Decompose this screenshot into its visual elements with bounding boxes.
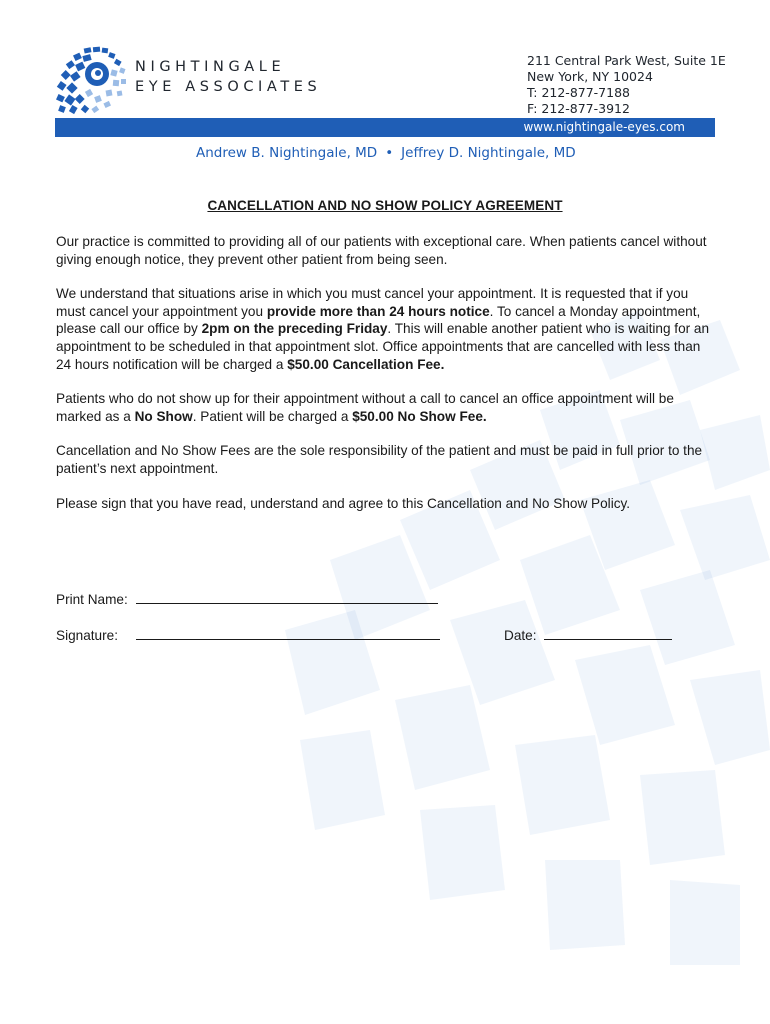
practice-address — [527, 53, 726, 117]
document-title: CANCELLATION AND NO SHOW POLICY AGREEMENT — [207, 198, 563, 213]
signature-label: Signature: — [56, 628, 118, 643]
doctor-2: Jeffrey D. Nightingale, MD — [401, 145, 576, 161]
doctor-names — [196, 145, 576, 161]
brand-line2: EYE ASSOCIATES — [135, 79, 322, 95]
paragraph-notice: We understand that situations arise in which you must cancel your appointment. It is requested that if you must cancel your appointment you provide more than 24 hours notice. To cancel a Monday appointment, please call our office by 2pm on the preceding Friday. This will enable another patient who is waiting for an appointment to be scheduled in that appointment slot. Office appointments that are cancelled with less than 24 hours notification will be charged a $50.00 Cancellation Fee. — [56, 286, 710, 372]
website-link[interactable]: www.nightingale-eyes.com — [523, 120, 685, 134]
date-label: Date: — [504, 628, 537, 643]
nightingale-logo-icon — [54, 44, 130, 116]
date-field[interactable] — [544, 626, 672, 640]
print-name-field[interactable] — [136, 590, 438, 604]
monday-deadline: 2pm on the preceding Friday — [201, 321, 388, 337]
notice-requirement: provide more than 24 hours notice — [266, 303, 490, 319]
policy-body — [56, 233, 716, 529]
fax-number: F: 212-877-3912 — [527, 101, 630, 116]
phone-number: T: 212-877-7188 — [527, 85, 630, 100]
separator-dot: • — [385, 145, 394, 161]
brand-line1: NIGHTINGALE — [135, 59, 286, 75]
no-show-fee: $50.00 No Show Fee. — [352, 408, 487, 424]
address-city: New York, NY 10024 — [527, 69, 653, 84]
paragraph-agreement: Please sign that you have read, understand and agree to this Cancellation and No Show Policy. — [56, 495, 631, 511]
paragraph-no-show: Patients who do not show up for their appointment without a call to cancel an office appointment will be marked as a No Show. Patient will be charged a $50.00 No Show Fee. — [56, 391, 674, 424]
print-name-row — [56, 590, 438, 609]
cancellation-fee: $50.00 Cancellation Fee. — [287, 356, 445, 372]
header-bar — [55, 118, 715, 137]
signature-row — [56, 626, 440, 645]
address-street: 211 Central Park West, Suite 1E — [527, 53, 726, 68]
brand-name — [135, 58, 321, 96]
print-name-label: Print Name: — [56, 592, 128, 607]
paragraph-responsibility: Cancellation and No Show Fees are the sole responsibility of the patient and must be paid in full prior to the patient’s next appointment. — [56, 443, 703, 476]
paragraph-intro: Our practice is committed to providing all of our patients with exceptional care. When patients cancel without giving enough notice, they prevent other patient from being seen. — [56, 234, 707, 267]
date-row — [504, 626, 672, 645]
doctor-1: Andrew B. Nightingale, MD — [196, 145, 378, 161]
no-show-term: No Show — [134, 408, 193, 424]
signature-field[interactable] — [136, 626, 440, 640]
